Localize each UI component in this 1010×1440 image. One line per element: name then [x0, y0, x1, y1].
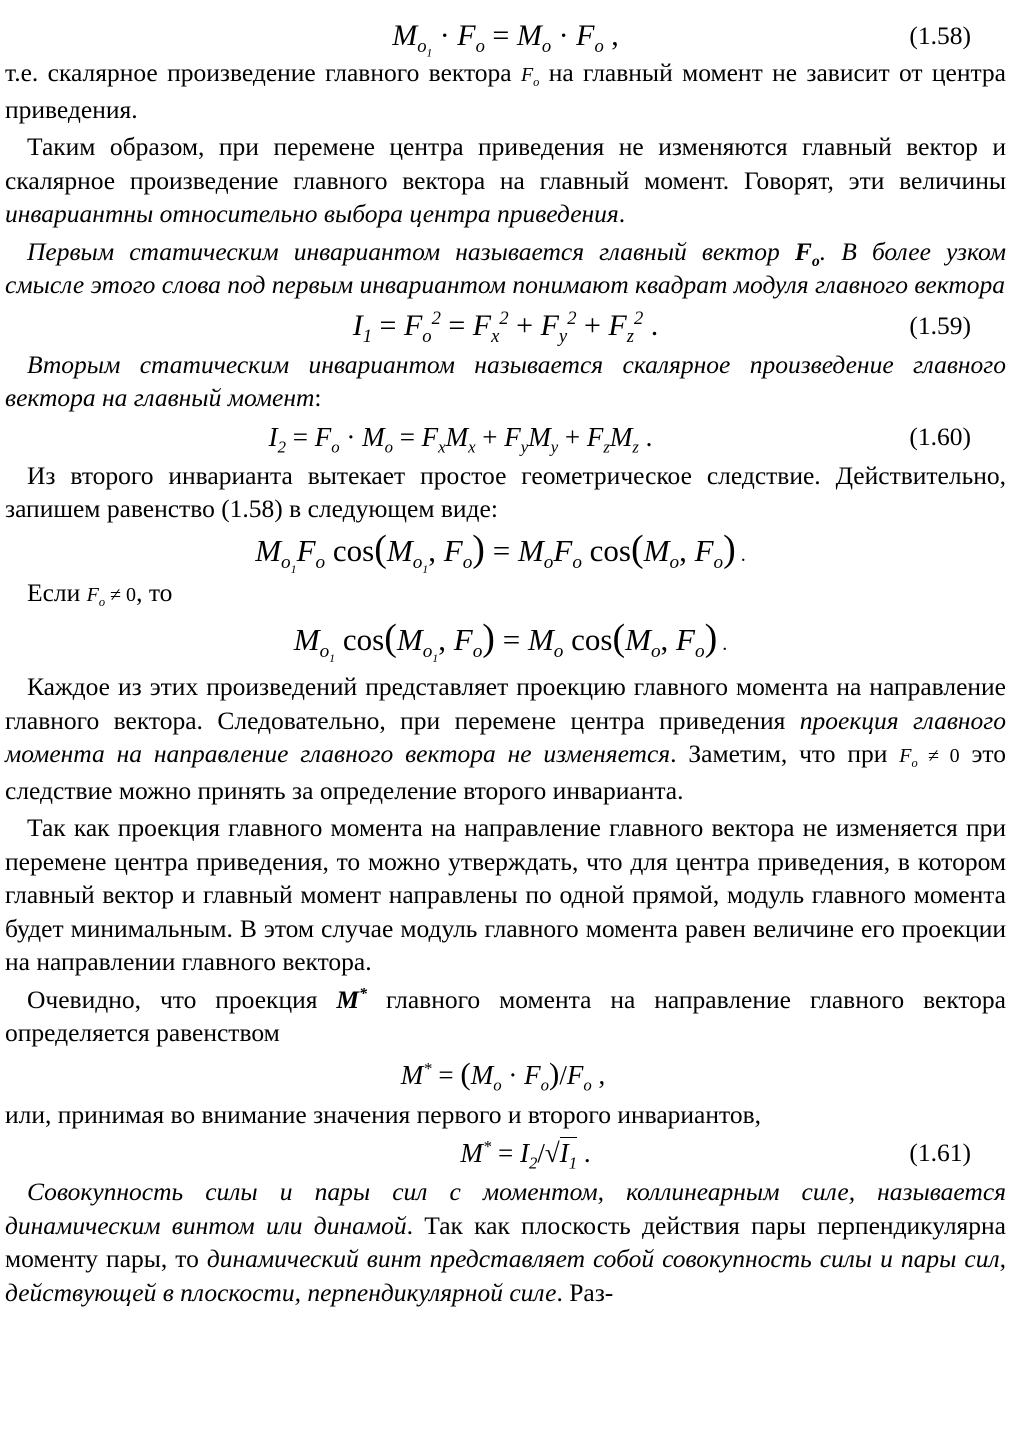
text: Каждое из этих произведений представляет проекцию главного момента на направление главного вектора. Следовательно, при перемене центра приведения — [5, 672, 1006, 735]
paragraph — [5, 130, 1006, 231]
equation-cos-1 — [5, 526, 1006, 576]
paragraph — [5, 670, 1006, 807]
paragraph — [5, 235, 1006, 302]
italic-text: Вторым статическим инвариантом называется скалярное произведение главного вектора на главный момент — [5, 349, 1006, 412]
equation-1-59-body: $I_1 = F_o^2 = F_x^2 + F_y^2 + F_z^2$ . — [352, 307, 659, 347]
italic-text: Совокупность силы и пары сил с моментом, коллинеарным силе, называется динамическим винтом или динамой — [5, 1177, 1006, 1240]
equation-number: (1.59) — [909, 310, 971, 340]
text: . Заметим, что при — [670, 739, 900, 768]
paragraph — [5, 576, 1006, 613]
equation-cos-2 — [5, 612, 1006, 668]
text: . Так как плоскость действия пары перпендикулярна моменту пары, то — [5, 1210, 1006, 1273]
equation-1-61 — [5, 1131, 1006, 1175]
text: , то — [136, 577, 173, 607]
text: Так как проекция главного момента на направление главного вектора не изменяется при перемене центра приведения, то можно утверждать, что для центра приведения, в котором главный вектор и главный момент направлены по одной прямой, модуль главного момента будет минимальным. В этом случае модуль главного момента равен величине его проекции на направлении главного вектора. — [5, 813, 1006, 976]
paragraph — [5, 811, 1006, 979]
text: Таким образом, при перемене центра приведения не изменяются главный вектор и скалярное произведение главного вектора на главный момент. Говорят, эти величины — [5, 132, 1006, 195]
italic-text: проекция главного момента на направление главного вектора не изменяется — [5, 705, 1007, 768]
text: . — [618, 199, 626, 228]
inline-formula: $F_o \ne 0$ — [86, 583, 137, 609]
text: главного момента на направление главного вектора определяется равенством — [5, 984, 1006, 1047]
inline-formula: $F_o \ne 0$ — [899, 745, 960, 770]
text: : — [314, 383, 322, 412]
paragraph — [5, 459, 1006, 526]
bold-symbol: $F_o$ — [794, 236, 820, 270]
paragraph — [5, 983, 1006, 1050]
italic-text: динамический винт представляет собой совокупность силы и пары сил, действующей в плоскости, перпендикулярной силе — [5, 1244, 1006, 1307]
equation-1-58-body: $M_{o_1} \cdot F_o = M_o \cdot F_o$ , — [392, 19, 619, 60]
text: . Раз- — [556, 1277, 614, 1307]
equation-1-58 — [5, 14, 1006, 58]
text: или, принимая во внимание значения первого и второго инвариантов, — [5, 1099, 761, 1129]
equation-1-59 — [5, 302, 1006, 350]
equation-number: (1.61) — [909, 1138, 971, 1167]
equation-cos-1-body: $M_{o_1}F_o$ $\cos(M_{o_1}$, $F_o) = M_oF_o$ $\cos(M_o$, $F_o$) . — [255, 527, 746, 576]
text: это следствие можно принять за определение второго инварианта. — [5, 739, 1006, 805]
equation-1-60 — [5, 415, 1006, 459]
text: Если — [27, 577, 87, 607]
paragraph — [5, 56, 1006, 126]
italic-text: . В более узком смысле этого слова под первым инвариантом понимают квадрат модуля главного вектора — [5, 236, 1006, 299]
document-page — [5, 0, 1006, 1309]
bold-symbol: M* — [336, 984, 368, 1014]
inline-formula: $F_o$ — [520, 64, 540, 89]
paragraph — [5, 1175, 1006, 1309]
equation-m-star — [5, 1050, 1006, 1098]
italic-text: инвариантны относительно выбора центра приведения — [5, 199, 619, 228]
equation-number: (1.60) — [909, 421, 971, 451]
equation-1-61-body: $M^* = I_2/√I_1$ . — [460, 1137, 591, 1173]
equation-number: (1.58) — [909, 21, 971, 50]
equation-cos-2-body: $M_{o_1}$ $\cos(M_{o_1}$, $F_o) = M_o$ $\cos(M_o$, $F_o$) . — [293, 617, 728, 666]
equation-m-star-body: $M^* = (M_o \cdot F_o)/F_o$ , — [400, 1055, 606, 1094]
text: Из второго инварианта вытекает простое геометрическое следствие. Действительно, запишем равенство (1.58) в следующем виде: — [5, 460, 1006, 523]
text: т.е. скалярное произведение главного вектора — [5, 58, 521, 87]
text: Очевидно, что проекция — [27, 984, 337, 1014]
paragraph — [5, 348, 1006, 415]
paragraph — [5, 1098, 1006, 1132]
text: на главный момент не зависит от центра приведения. — [5, 58, 1006, 124]
italic-text: Первым статическим инвариантом называется главный вектор — [27, 236, 795, 266]
equation-1-60-body: $I_2 = F_o \cdot M_o = F_xM_x + F_yM_y + F_zM_z$ . — [268, 421, 653, 456]
